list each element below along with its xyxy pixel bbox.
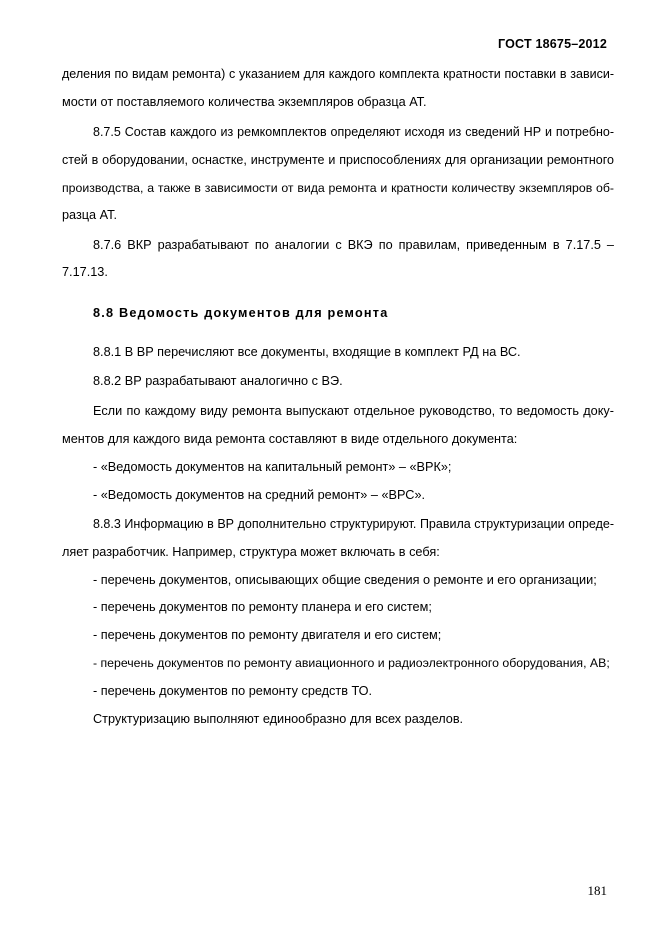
list-item: - перечень документов, описывающих общие сведения о ремонте и его организации; bbox=[93, 573, 597, 587]
text-line: 8.8.2 ВР разрабатывают аналогично с ВЭ. bbox=[93, 374, 343, 388]
text-line: производства, а также в зависимости от вида ремонта и кратности количеству экземпляров об- bbox=[62, 181, 614, 195]
list-item: - перечень документов по ремонту двигателя и его систем; bbox=[93, 628, 442, 642]
text-line: ляет разработчик. Например, структура может включать в себя: bbox=[62, 545, 440, 559]
list-item: - перечень документов по ремонту авиационного и радиоэлектронного оборудования, АВ; bbox=[93, 656, 610, 670]
text-line: 8.8.1 В ВР перечисляют все документы, входящие в комплект РД на ВС. bbox=[93, 345, 521, 359]
text-line: деления по видам ремонта) с указанием для каждого комплекта кратности поставки в зависи- bbox=[62, 67, 614, 81]
text-line: разца АТ. bbox=[62, 208, 117, 222]
standard-header: ГОСТ 18675–2012 bbox=[498, 37, 607, 51]
text-line: 8.7.6 ВКР разрабатывают по аналогии с ВКЭ по правилам, приведенным в 7.17.5 – bbox=[93, 238, 614, 252]
list-item: - «Ведомость документов на капитальный ремонт» – «ВРК»; bbox=[93, 460, 452, 474]
text-line: Если по каждому виду ремонта выпускают отдельное руководство, то ведомость доку- bbox=[93, 404, 614, 418]
text-line: 8.7.5 Состав каждого из ремкомплектов определяют исходя из сведений НР и потребно- bbox=[93, 125, 614, 139]
list-item: - перечень документов по ремонту средств ТО. bbox=[93, 684, 373, 698]
list-item: - перечень документов по ремонту планера и его систем; bbox=[93, 600, 432, 614]
page-number: 181 bbox=[587, 883, 607, 898]
text-line: мости от поставляемого количества экземпляров образца АТ. bbox=[62, 95, 427, 109]
text-line: Структуризацию выполняют единообразно для всех разделов. bbox=[93, 712, 464, 726]
text-line: стей в оборудовании, оснастке, инструменте и приспособлениях для организации ремонтного bbox=[62, 153, 614, 167]
text-line: 7.17.13. bbox=[62, 265, 108, 279]
list-item: - «Ведомость документов на средний ремонт» – «ВРС». bbox=[93, 488, 426, 502]
section-heading: 8.8 Ведомость документов для ремонта bbox=[93, 306, 389, 320]
text-line: 8.8.3 Информацию в ВР дополнительно структурируют. Правила структуризации опреде- bbox=[93, 517, 614, 531]
text-line: ментов для каждого вида ремонта составляют в виде отдельного документа: bbox=[62, 432, 518, 446]
